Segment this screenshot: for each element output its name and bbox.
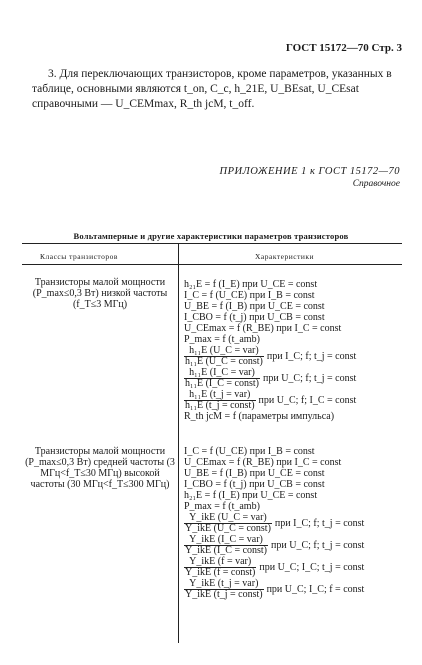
column-header-classes: Классы транзисторов bbox=[40, 252, 118, 261]
table-top-rule bbox=[22, 243, 402, 244]
table-header-rule bbox=[22, 264, 402, 265]
column-header-characteristics: Характеристики bbox=[255, 252, 315, 261]
characteristics-group-2 bbox=[184, 446, 404, 600]
characteristic-fraction: $\frac{\text{Y\_ikE (I\_C = var)}}{\text{Y\_ikE (I\_C = const)}}$ при U_C; f; t_j = const bbox=[185, 533, 365, 556]
intro-paragraph: 3. Для переключающих транзисторов, кроме параметров, указанных в таблице, основными являются t_on, C_c, h_21E, U_BEsat, U_CEsat справочными — U_CEMmax, R_th jcM, t_off. bbox=[32, 68, 392, 110]
characteristic-line: I_C = f (U_CE) при I_B = const bbox=[184, 290, 315, 301]
table-title: Вольтамперные и другие характеристики параметров транзисторов bbox=[73, 231, 349, 241]
characteristic-fraction: $\frac{\text{h₁₁E (t\_j = var)}}{\text{h₁₁E (t\_j = const)}}$ при U_C; f; I_C = const bbox=[185, 388, 357, 411]
characteristic-fraction: $\frac{\text{Y\_ikE (f = var)}}{\text{Y\_ikE (f = const)}}$ при U_C; I_C; t_j = const bbox=[185, 555, 365, 578]
transistor-class-2: Транзисторы малой мощности (P_max≤0,3 Вт) средней частоты (3 МГц<f_T≤30 МГц) высокой частоты (30 МГц<f_T≤300 МГц) bbox=[25, 446, 175, 490]
characteristics-group-1 bbox=[184, 279, 404, 422]
characteristic-line: U_CEmax = f (R_BE) при I_C = const bbox=[184, 457, 342, 468]
characteristic-line: h₂₁E = f (I_E) при U_CE = const bbox=[184, 279, 318, 290]
characteristic-fraction: $\frac{\text{h₁₁E (I\_C = var)}}{\text{h₁₁E (I\_C = const)}}$ при U_C; f; t_j = const bbox=[185, 366, 357, 389]
characteristic-line: P_max = f (t_amb) bbox=[184, 334, 260, 345]
characteristic-line: I_C = f (U_CE) при I_B = const bbox=[184, 446, 315, 457]
characteristic-fraction: $\frac{\text{Y\_ikE (U\_C = var)}}{\text{Y\_ikE (U\_C = const)}}$ при I_C; f; t_j = const bbox=[185, 511, 365, 534]
appendix-title: ПРИЛОЖЕНИЕ 1 к ГОСТ 15172—70 bbox=[219, 166, 400, 177]
characteristic-line: I_CBO = f (t_j) при U_CB = const bbox=[184, 479, 325, 490]
characteristic-line: P_max = f (t_amb) bbox=[184, 501, 260, 512]
characteristic-line: R_th jcM = f (параметры импульса) bbox=[184, 411, 335, 422]
characteristic-fraction: $\frac{\text{Y\_ikE (t\_j = var)}}{\text{Y\_ikE (t\_j = const)}}$ при U_C; I_C; f = const bbox=[185, 577, 365, 600]
transistor-class-1: Транзисторы малой мощности (P_max≤0,3 Вт) низкой частоты (f_T≤3 МГц) bbox=[32, 277, 168, 310]
characteristic-fraction: $\frac{\text{h₁₁E (U\_C = var)}}{\text{h₁₁E (U\_C = const)}}$ при I_C; f; t_j = const bbox=[185, 344, 357, 367]
page-header: ГОСТ 15172—70 Стр. 3 bbox=[285, 42, 402, 54]
characteristic-line: I_CBO = f (t_j) при U_CB = const bbox=[184, 312, 325, 323]
characteristic-line: U_BE = f (I_B) при U_CE = const bbox=[184, 301, 325, 312]
table-column-divider bbox=[178, 243, 179, 643]
characteristic-line: h₂₁E = f (I_E) при U_CE = const bbox=[184, 490, 318, 501]
characteristic-line: U_CEmax = f (R_BE) при I_C = const bbox=[184, 323, 342, 334]
characteristic-line: U_BE = f (I_B) при U_CE = const bbox=[184, 468, 325, 479]
appendix-subtitle: Справочное bbox=[352, 179, 400, 189]
